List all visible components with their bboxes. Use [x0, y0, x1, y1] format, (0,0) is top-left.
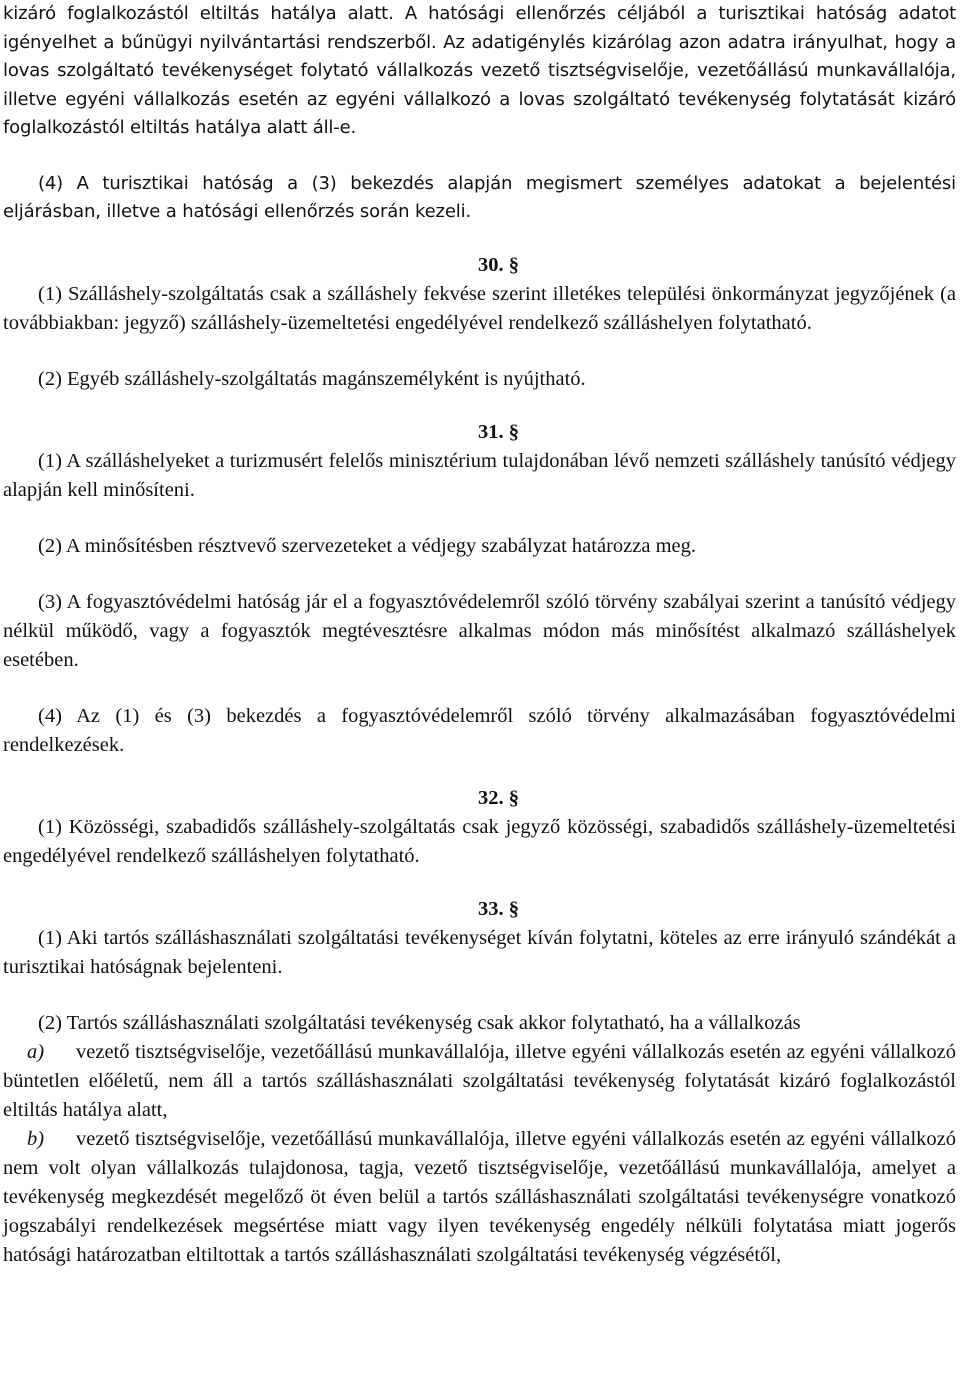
section-number: 32. [478, 786, 504, 809]
section-sign: § [508, 253, 519, 276]
section-heading [3, 418, 956, 447]
list-item [3, 1125, 956, 1270]
section-sign: § [508, 420, 519, 443]
section-paragraph: (4) Az (1) és (3) bekezdés a fogyasztóvédelemről szóló törvény alkalmazásában fogyasztóvédelmi rendelkezések. [3, 704, 956, 756]
list-item-label: a) [27, 1040, 45, 1063]
section-paragraph: (2) A minősítésben résztvevő szervezeteket a védjegy szabályzat határozza meg. [38, 534, 696, 557]
section-30 [3, 251, 956, 394]
list-item-label: b) [27, 1127, 45, 1150]
section-sign: § [508, 897, 519, 920]
section-31 [3, 418, 956, 760]
section-heading [3, 895, 956, 924]
intro-paragraph: kizáró foglalkozástól eltiltás hatálya alatt. A hatósági ellenőrzés céljából a turisztikai hatóság adatot igényelhet a bűnügyi nyilvántartási rendszerből. Az adatigénylés kizárólag azon adatra irányulhat, hogy a lovas szolgáltató tevékenységet folytató vállalkozás vezető tisztségviselője, vezetőállású munkavállalója, illetve egyéni vállalkozás esetén az egyéni vállalkozó a lovas szolgáltató tevékenység folytatását kizáró foglalkozástól eltiltás hatálya alatt áll-e. [3, 3, 956, 138]
section-number: 30. [478, 253, 504, 276]
paragraph-4-data-handling: (4) A turisztikai hatóság a (3) bekezdés alapján megismert személyes adatokat a bejelentési eljárásban, illetve a hatósági ellenőrzés során kezeli. [3, 172, 956, 222]
section-32 [3, 784, 956, 871]
section-number: 33. [478, 897, 504, 920]
section-paragraph: (3) A fogyasztóvédelmi hatóság jár el a fogyasztóvédelemről szóló törvény szabályai szerint a tanúsító védjegy nélkül működő, vagy a fogyasztók megtévesztésre alkalmas módon más minősítést alkalmazó szálláshelyek esetében. [3, 590, 956, 671]
section-paragraph: (1) A szálláshelyeket a turizmusért felelős minisztérium tulajdonában lévő nemzeti szálláshely tanúsító védjegy alapján kell minősíteni. [3, 449, 956, 501]
list-item [3, 1038, 956, 1125]
section-33 [3, 895, 956, 1270]
section-heading [3, 251, 956, 280]
list-item-text: vezető tisztségviselője, vezetőállású munkavállalója, illetve egyéni vállalkozás esetén az egyéni vállalkozó büntetlen előéletű, nem áll a tartós szálláshasználati szolgáltatási tevékenység folytatását kizáró foglalkozástól eltiltás hatálya alatt, [3, 1040, 956, 1121]
section-paragraph: (1) Közösségi, szabadidős szálláshely-szolgáltatás csak jegyző közösségi, szabadidős szálláshely-üzemeltetési engedélyével rendelkező szálláshelyen folytatható. [3, 815, 956, 867]
list-item-text: vezető tisztségviselője, vezetőállású munkavállalója, illetve egyéni vállalkozás esetén az egyéni vállalkozó nem volt olyan vállalkozás tulajdonosa, tagja, vezető tisztségviselője, vezetőállású munkavállalója, amelyet a tevékenység megkezdését megelőző öt éven belül a tartós szálláshasználati szolgáltatási tevékenységre vonatkozó jogszabályi rendelkezések megsértése miatt vagy ilyen tevékenység engedély nélküli folytatása miatt jogerős hatósági határozatban eltiltottak a tartós szálláshasználati szolgáltatási tevékenység végzésétől, [3, 1127, 956, 1266]
section-paragraph: (1) Aki tartós szálláshasználati szolgáltatási tevékenységet kíván folytatni, köteles az erre irányuló szándékát a turisztikai hatóságnak bejelenteni. [3, 926, 956, 978]
section-paragraph: (2) Egyéb szálláshely-szolgáltatás magánszemélyként is nyújtható. [38, 367, 586, 390]
section-paragraph: (2) Tartós szálláshasználati szolgáltatási tevékenység csak akkor folytatható, ha a vállalkozás [38, 1011, 801, 1034]
section-paragraph: (1) Szálláshely-szolgáltatás csak a szálláshely fekvése szerint illetékes települési önkormányzat jegyzőjének (a továbbiakban: jegyző) szálláshely-üzemeltetési engedélyével rendelkező szálláshelyen folytatható. [3, 282, 956, 334]
section-sign: § [508, 786, 519, 809]
section-number: 31. [478, 420, 504, 443]
section-heading [3, 784, 956, 813]
